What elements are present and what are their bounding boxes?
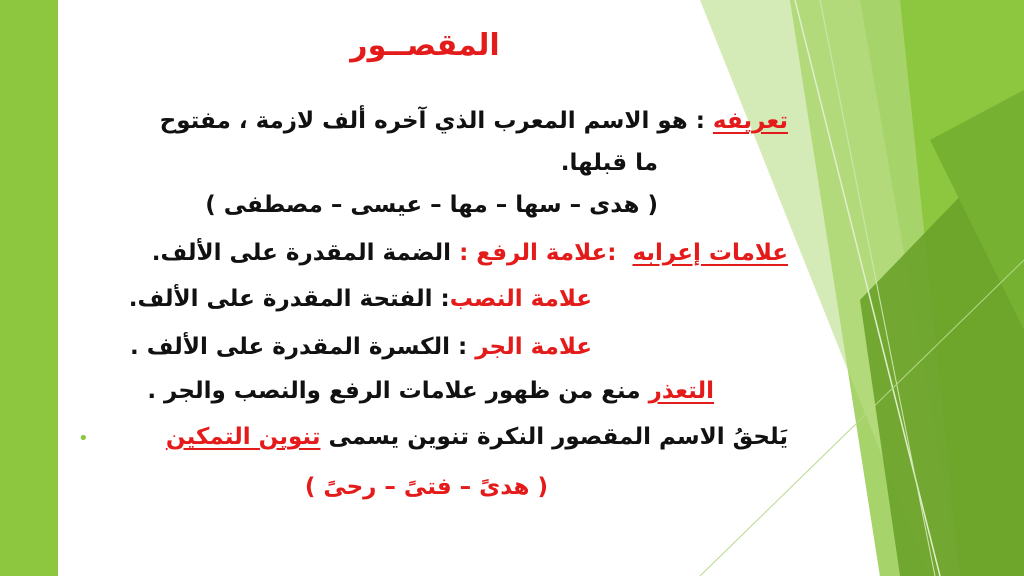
i3rab-line-jarr <box>130 334 592 360</box>
raf-text: الضمة المقدرة على الألف. <box>151 240 460 266</box>
i3rab-line-raf <box>152 240 788 266</box>
slide-title: المقصــور <box>350 28 500 63</box>
tanween-label: تنوين التمكين <box>165 424 321 450</box>
jarr-label: علامة الجر <box>475 334 592 360</box>
nasb-text: : الفتحة المقدرة على الألف. <box>128 286 450 312</box>
i3rab-line-nasb <box>129 286 592 312</box>
ta3adhur-line <box>147 378 714 404</box>
tanween-line <box>166 424 788 450</box>
definition-label: تعريفه <box>712 108 788 134</box>
tanween-text: يَلحقُ الاسم المقصور النكرة تنوين يسمى <box>320 424 788 450</box>
jarr-text: : الكسرة المقدرة على الألف . <box>130 334 476 360</box>
definition-text-1: : هو الاسم المعرب الذي آخره ألف لازمة ، مفتوح <box>159 108 713 134</box>
definition-examples: ( هدى – سها – مها – عيسى – مصطفى ) <box>205 192 658 218</box>
i3rab-label: علامات إعرابه <box>632 240 788 266</box>
definition-line-1 <box>160 108 788 134</box>
ta3adhur-text: منع من ظهور علامات الرفع والنصب والجر . <box>147 378 649 404</box>
nasb-label: علامة النصب <box>449 286 592 312</box>
bullet-marker: • <box>78 428 89 449</box>
raf-label: :علامة الرفع : <box>459 240 617 266</box>
definition-line-2: ما قبلها. <box>560 150 658 176</box>
ta3adhur-label: التعذر <box>648 378 714 404</box>
tanween-examples: ( هدىً – فتىً – رحىً ) <box>304 474 548 500</box>
